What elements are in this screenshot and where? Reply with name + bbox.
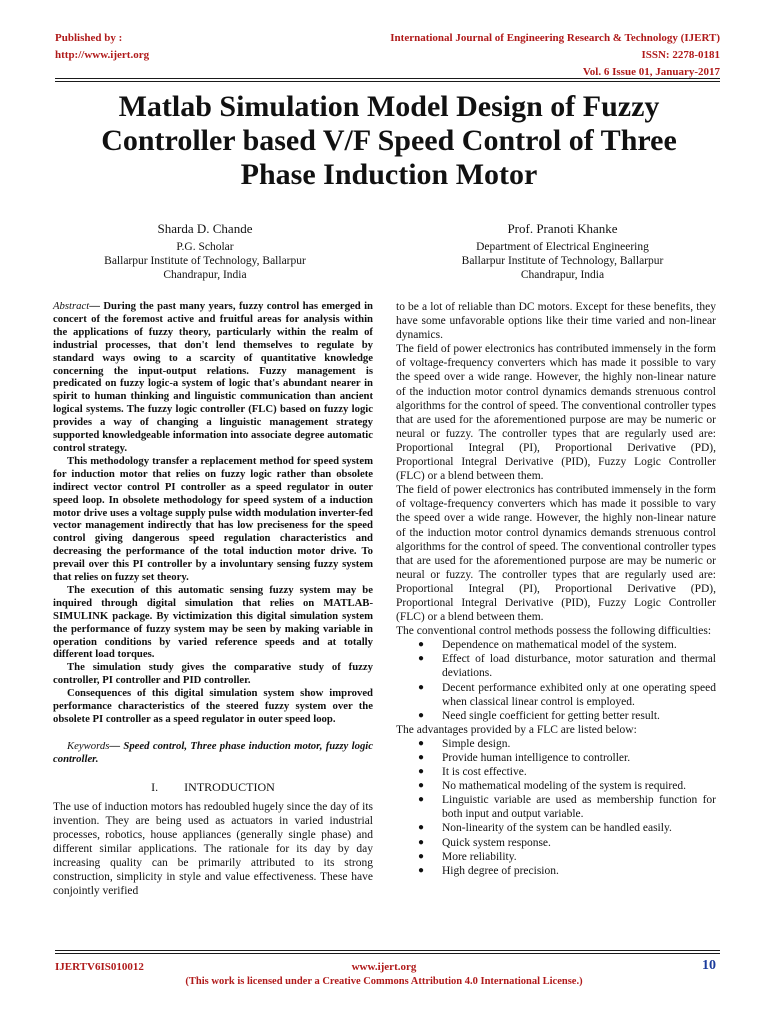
body-paragraph: The field of power electronics has contributed immensely in the form of voltage-frequency converters which has made it possible to vary the speed over a wide range. However, the highly non-linear nature of the induction motor control dynamics demands strenuous control algorithms for the control of speed. The conventional controller types that are used for the aforementioned purpose are may be numeric or neural or fuzzy. The controller types that are regularly used are: Proportional Integral (PI), Proportional Derivative (PD), Proportional Integral Derivative (PID), Fuzzy Logic Controller (FLC) or a blend between them. [396, 484, 716, 624]
bullet-icon: ● [418, 836, 425, 848]
body-paragraph: The conventional control methods possess the following difficulties: [396, 625, 712, 638]
bullet-icon: ● [418, 850, 425, 862]
bullet-icon: ● [418, 864, 425, 876]
paper-title: Matlab Simulation Model Design of Fuzzy Controller based V/F Speed Control of Three Phase Induction Motor [101, 90, 677, 191]
abstract-paragraph: The simulation study gives the comparative study of fuzzy controller, PI controller and PID controller. [53, 661, 373, 687]
author-location: Chandrapur, India [520, 269, 605, 281]
bullet-icon: ● [418, 822, 425, 834]
abstract-label: Abstract [53, 300, 90, 312]
section-title: INTRODUCTION [184, 779, 275, 794]
author-institution: Ballarpur Institute of Technology, Ballarpur [461, 255, 664, 267]
abstract-paragraph: The execution of this automatic sensing fuzzy system may be inquired through digital simulation that relies on MATLAB-SIMULINK package. By victimization this digital simulation system the performance of fuzzy system may be seen by making variable in operation conditions by varied reference speeds and at totally different load torques. [53, 583, 373, 661]
list-item: ● Dependence on mathematical model of the system. [418, 639, 677, 652]
license-notice: (This work is licensed under a Creative Commons Attribution 4.0 International License.) [185, 976, 583, 987]
author-position: P.G. Scholar [176, 241, 234, 253]
author-institution: Ballarpur Institute of Technology, Ballarpur [104, 255, 306, 267]
difficulties-list [396, 638, 716, 723]
bullet-icon: ● [418, 737, 425, 749]
bullet-icon: ● [418, 653, 425, 665]
bullet-icon: ● [418, 639, 425, 651]
journal-name: International Journal of Engineering Research & Technology (IJERT) [390, 32, 720, 44]
list-item: ● It is cost effective. [418, 766, 527, 779]
journal-url-link[interactable]: http://www.ijert.org [55, 49, 150, 61]
bullet-icon: ● [418, 681, 425, 693]
header-divider-secondary [55, 81, 720, 82]
body-paragraph: The use of induction motors has redoubled hugely since the day of its invention. They are being used as actuators in varied industrial processes, robotics, house appliances (generally single phase) and different similar applications. The rationale for its day by day increasing quality can be primarily attributed to its strong construction, simplicity in style and value effectiveness. These have conjointly verified [53, 800, 374, 898]
list-item: ● Effect of load disturbance, motor saturation and thermal deviations. [418, 653, 716, 680]
list-item: ● More reliability. [418, 850, 517, 863]
author-name: Prof. Pranoti Khanke [507, 221, 618, 236]
footer-divider-secondary [55, 953, 720, 954]
list-item: ● Linguistic variable are used as membership function for both input and output variable. [418, 794, 716, 821]
keywords-label: Keywords [67, 739, 110, 752]
bullet-icon: ● [418, 709, 425, 721]
body-paragraph: to be a lot of reliable than DC motors. Except for these benefits, they have some unfavorable options like their time varied and non-linear dynamics. [396, 301, 716, 342]
page-number: 10 [702, 958, 716, 973]
abstract-paragraph: Abstract— During the past many years, fuzzy control has emerged in concert of the foremost active and fruitful areas for analysis within the applications of fuzzy theory, particularly within the realm of industrial processes, that don't lend themselves to regulate by standard ways owing to a scarcity of quantitative knowledge concerning the input-output relations. Fuzzy management is predicated on fuzzy logic-a system of logic that's abundant nearer in spirit to human thinking and linguistic communication than ancient logical systems. The fuzzy logic controller (FLC) based on fuzzy logic provides a way of changing a linguistic management strategy supported knowledgeable information into associate degree automatic control strategy. [53, 300, 373, 454]
list-item: ● Quick system response. [418, 836, 551, 849]
list-item: ● High degree of precision. [418, 864, 559, 877]
author-location: Chandrapur, India [163, 269, 247, 281]
section-heading [53, 780, 373, 794]
publisher-info [55, 30, 149, 64]
header-divider [55, 78, 720, 79]
abstract [53, 300, 373, 726]
list-item: ● Provide human intelligence to controller. [418, 752, 631, 764]
list-item: ● Non-linearity of the system can be handled easily. [418, 822, 672, 835]
abstract-paragraph: Consequences of this digital simulation system show improved performance characteristics of the steered fuzzy system over the obsolete PI controller as a speed regulator in outer speed loop. [53, 687, 373, 725]
section-number: I. [151, 779, 159, 794]
bullet-icon: ● [418, 766, 425, 778]
list-item: ● Decent performance exhibited only at one operating speed when classical linear control is employed. [418, 681, 716, 708]
author-block-2 [420, 222, 705, 282]
advantages-list [396, 737, 716, 878]
list-item: ● Need single coefficient for getting better result. [418, 709, 660, 722]
published-by-label: Published by : [55, 32, 123, 44]
abstract-paragraph: This methodology transfer a replacement method for speed system for induction motor that relies on fuzzy logic rather than obsolete indirect vector control PI controller as a speed regulator in outer speed loop. In obsolete methodology for speed system of a induction motor drive uses a voltage supply pulse width modulation inverter-fed vector management indirectly that has low preciseness for the speed control giving dangerous speed regulation characteristics and decreasing the performance of the total induction motor drive. To prevail over this PI controller by a involuntary sensing fuzzy system that relies on fuzzy set theory. [53, 454, 373, 584]
body-paragraph: The advantages provided by a FLC are listed below: [396, 723, 637, 736]
left-column [53, 300, 373, 898]
journal-volume: Vol. 6 Issue 01, January-2017 [582, 66, 720, 78]
author-department: Department of Electrical Engineering [476, 241, 649, 253]
footer-divider [55, 950, 720, 951]
journal-info [390, 30, 720, 81]
list-item: ● No mathematical modeling of the system is required. [418, 780, 686, 793]
footer-url-link[interactable]: www.ijert.org [351, 961, 417, 973]
bullet-icon: ● [418, 780, 425, 792]
bullet-icon: ● [418, 794, 425, 806]
bullet-icon: ● [418, 752, 425, 763]
author-name: Sharda D. Chande [157, 221, 253, 236]
right-column [396, 300, 716, 878]
body-paragraph: The field of power electronics has contributed immensely in the form of voltage-frequency converters which has made it possible to vary the speed over a wide range. However, the highly non-linear nature of the induction motor control dynamics demands strenuous control algorithms for the control of speed. The conventional controller types that are used for the aforementioned purpose are may be numeric or neural or fuzzy. The controller types that are regularly used are: Proportional Integral (PI), Proportional Derivative (PD), Proportional Integral Derivative (PID), Fuzzy Logic Controller (FLC) or a blend between them. [396, 343, 716, 483]
list-item: ● Simple design. [418, 737, 511, 750]
journal-issn: ISSN: 2278-0181 [641, 49, 720, 61]
author-block-1 [60, 222, 350, 282]
paper-id: IJERTV6IS010012 [55, 961, 144, 973]
keywords: Keywords— Speed control, Three phase induction motor, fuzzy logic controller. [53, 739, 373, 765]
